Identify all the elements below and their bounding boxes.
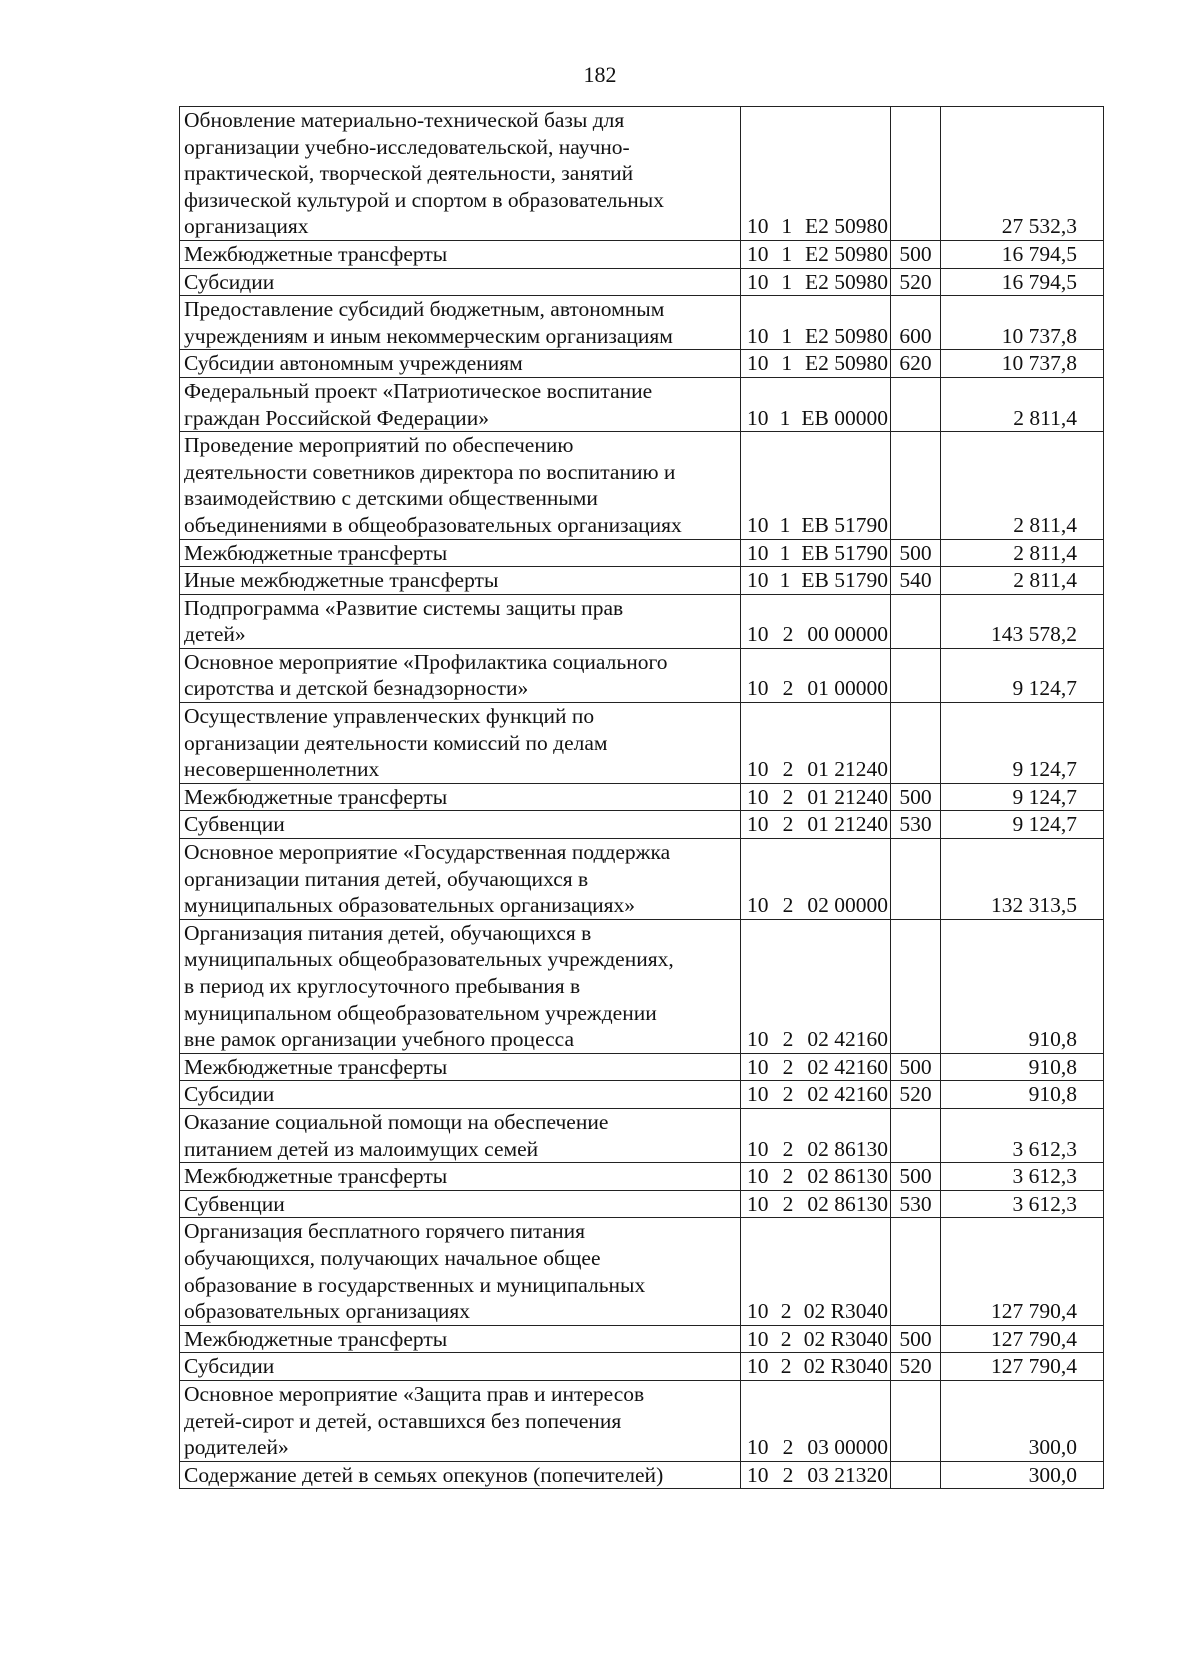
- target-article-code: [747, 323, 888, 350]
- code-subprogram: 2: [782, 757, 794, 782]
- target-article-code-cell: [741, 648, 891, 702]
- target-article-code: [747, 1298, 888, 1325]
- expense-type-cell: [891, 432, 941, 539]
- item-name-line: Межбюджетные трансферты: [184, 1164, 448, 1189]
- code-subprogram: 2: [782, 1082, 794, 1107]
- code-direction: 02 86130: [807, 1191, 888, 1216]
- code-program: 10: [747, 1191, 769, 1216]
- code-direction: ЕВ 51790: [801, 512, 888, 537]
- item-name-line: Основное мероприятие «Государственная поддержка: [184, 840, 671, 865]
- item-name-cell: [180, 1380, 741, 1461]
- amount-cell: 3 612,3: [941, 1190, 1104, 1218]
- code-direction: 00 00000: [807, 622, 888, 647]
- table-row: [180, 1190, 1104, 1218]
- code-direction: 02 00000: [807, 893, 888, 918]
- expense-type-cell: [891, 107, 941, 241]
- expense-type-cell: [891, 648, 941, 702]
- expense-type-cell: [891, 594, 941, 648]
- expense-type-cell: [891, 839, 941, 920]
- target-article-code: [747, 1353, 888, 1380]
- target-article-code-cell: [741, 703, 891, 784]
- code-subprogram: 2: [780, 1299, 792, 1324]
- item-name-line: несовершеннолетних: [184, 757, 380, 782]
- item-name-line: объединениями в общеобразовательных организациях: [184, 512, 682, 537]
- code-program: 10: [747, 241, 769, 266]
- item-name-line: Проведение мероприятий по обеспечению: [184, 433, 574, 458]
- item-name-line: Предоставление субсидий бюджетным, автономным: [184, 297, 665, 322]
- table-row: [180, 1163, 1104, 1191]
- code-direction: Е2 50980: [804, 269, 888, 294]
- item-name-cell: [180, 377, 741, 431]
- item-name-line: Основное мероприятие «Профилактика социального: [184, 649, 668, 674]
- page-number: 182: [583, 62, 617, 87]
- item-name-line: Организация бесплатного горячего питания: [184, 1219, 586, 1244]
- code-subprogram: 1: [781, 241, 793, 266]
- code-program: 10: [747, 1027, 769, 1052]
- item-name-line: Оказание социальной помощи на обеспечение: [184, 1109, 609, 1134]
- code-program: 10: [747, 1354, 769, 1379]
- amount-cell: 143 578,2: [941, 594, 1104, 648]
- item-name-line: Субсидии: [184, 1354, 275, 1379]
- code-direction: ЕВ 00000: [801, 405, 888, 430]
- item-name-line: Подпрограмма «Развитие системы защиты прав: [184, 595, 624, 620]
- item-name-line: обучающихся, получающих начальное общее: [184, 1245, 601, 1270]
- code-program: 10: [747, 1136, 769, 1161]
- target-article-code-cell: [741, 1108, 891, 1162]
- target-article-code-cell: [741, 240, 891, 268]
- code-program: 10: [747, 540, 769, 565]
- table-row: [180, 377, 1104, 431]
- expense-type-cell: [891, 703, 941, 784]
- item-name-line: Межбюджетные трансферты: [184, 1326, 448, 1351]
- item-name-cell: [180, 1190, 741, 1218]
- code-direction: ЕВ 51790: [801, 568, 888, 593]
- target-article-code: [747, 1163, 888, 1190]
- expense-type-cell: 530: [891, 1190, 941, 1218]
- amount-cell: 9 124,7: [941, 648, 1104, 702]
- item-name-line: учреждениям и иным некоммерческим организациям: [184, 323, 673, 348]
- table-row: [180, 839, 1104, 920]
- code-subprogram: 1: [781, 323, 793, 348]
- expense-type-cell: [891, 1108, 941, 1162]
- target-article-code-cell: [741, 1461, 891, 1489]
- item-name-cell: [180, 783, 741, 811]
- code-direction: 02 R3040: [803, 1354, 888, 1379]
- amount-cell: 16 794,5: [941, 268, 1104, 296]
- code-subprogram: 2: [782, 893, 794, 918]
- item-name-cell: [180, 1053, 741, 1081]
- code-subprogram: 2: [782, 676, 794, 701]
- code-program: 10: [747, 757, 769, 782]
- code-direction: 02 42160: [807, 1054, 888, 1079]
- code-program: 10: [747, 1054, 769, 1079]
- expense-type-cell: 500: [891, 783, 941, 811]
- item-name-line: Субвенции: [184, 812, 285, 837]
- table-body: [180, 107, 1104, 1489]
- expense-type-cell: 520: [891, 268, 941, 296]
- target-article-code: [747, 405, 888, 432]
- item-name-cell: [180, 240, 741, 268]
- table-row: [180, 919, 1104, 1053]
- item-name-line: Содержание детей в семьях опекунов (попечителей): [184, 1462, 664, 1487]
- code-direction: Е2 50980: [804, 351, 888, 376]
- item-name-line: Субсидии: [184, 269, 275, 294]
- target-article-code-cell: [741, 1190, 891, 1218]
- item-name-cell: [180, 432, 741, 539]
- expense-type-cell: 530: [891, 811, 941, 839]
- item-name-cell: [180, 1081, 741, 1109]
- code-subprogram: 2: [780, 1354, 792, 1379]
- code-direction: Е2 50980: [804, 214, 888, 239]
- amount-cell: 2 811,4: [941, 567, 1104, 595]
- item-name-cell: [180, 1108, 741, 1162]
- table-row: [180, 703, 1104, 784]
- expense-type-cell: 500: [891, 240, 941, 268]
- target-article-code-cell: [741, 594, 891, 648]
- target-article-code-cell: [741, 811, 891, 839]
- item-name-line: Межбюджетные трансферты: [184, 1054, 448, 1079]
- item-name-line: физической культурой и спортом в образовательных: [184, 187, 664, 212]
- target-article-code-cell: [741, 377, 891, 431]
- code-program: 10: [747, 676, 769, 701]
- code-program: 10: [747, 323, 769, 348]
- target-article-code: [747, 1136, 888, 1163]
- item-name-line: Субсидии: [184, 1082, 275, 1107]
- item-name-line: сиротства и детской безнадзорности»: [184, 676, 529, 701]
- code-direction: 02 42160: [807, 1082, 888, 1107]
- item-name-line: детей»: [184, 622, 246, 647]
- code-program: 10: [747, 893, 769, 918]
- target-article-code-cell: [741, 268, 891, 296]
- target-article-code: [747, 675, 888, 702]
- table-row: [180, 1353, 1104, 1381]
- item-name-line: Субсидии автономным учреждениям: [184, 351, 523, 376]
- table-row: [180, 594, 1104, 648]
- code-program: 10: [747, 1164, 769, 1189]
- item-name-line: Межбюджетные трансферты: [184, 540, 448, 565]
- code-subprogram: 2: [782, 1164, 794, 1189]
- item-name-line: граждан Российской Федерации»: [184, 405, 489, 430]
- code-subprogram: 2: [782, 1054, 794, 1079]
- code-subprogram: 2: [780, 1326, 792, 1351]
- item-name-line: организации учебно-исследовательской, научно-: [184, 134, 630, 159]
- code-program: 10: [747, 1082, 769, 1107]
- item-name-line: Основное мероприятие «Защита прав и интересов: [184, 1381, 645, 1406]
- code-direction: 01 21240: [807, 812, 888, 837]
- item-name-cell: [180, 107, 741, 241]
- code-direction: 01 00000: [807, 676, 888, 701]
- code-subprogram: 1: [781, 269, 793, 294]
- amount-cell: 910,8: [941, 1053, 1104, 1081]
- target-article-code-cell: [741, 839, 891, 920]
- target-article-code-cell: [741, 1380, 891, 1461]
- table-row: [180, 1218, 1104, 1325]
- target-article-code-cell: [741, 432, 891, 539]
- code-subprogram: 2: [782, 1435, 794, 1460]
- amount-cell: 127 790,4: [941, 1218, 1104, 1325]
- expense-type-cell: 500: [891, 539, 941, 567]
- item-name-line: Межбюджетные трансферты: [184, 784, 448, 809]
- code-subprogram: 1: [779, 540, 791, 565]
- target-article-code: [747, 269, 888, 296]
- code-program: 10: [747, 568, 769, 593]
- code-program: 10: [747, 1435, 769, 1460]
- code-direction: 02 86130: [807, 1164, 888, 1189]
- item-name-cell: [180, 1163, 741, 1191]
- code-direction: 01 21240: [807, 784, 888, 809]
- code-subprogram: 2: [782, 1191, 794, 1216]
- amount-cell: 127 790,4: [941, 1353, 1104, 1381]
- amount-cell: 127 790,4: [941, 1325, 1104, 1353]
- item-name-cell: [180, 703, 741, 784]
- expense-type-cell: 620: [891, 350, 941, 378]
- target-article-code-cell: [741, 1081, 891, 1109]
- target-article-code-cell: [741, 1053, 891, 1081]
- target-article-code-cell: [741, 783, 891, 811]
- item-name-line: взаимодействию с детскими общественными: [184, 486, 598, 511]
- expense-type-cell: 520: [891, 1081, 941, 1109]
- code-direction: 03 21320: [807, 1462, 888, 1487]
- item-name-cell: [180, 1325, 741, 1353]
- item-name-cell: [180, 648, 741, 702]
- code-program: 10: [747, 812, 769, 837]
- table-row: [180, 1108, 1104, 1162]
- item-name-cell: [180, 594, 741, 648]
- target-article-code: [747, 1191, 888, 1218]
- code-subprogram: 1: [779, 405, 791, 430]
- item-name-line: деятельности советников директора по воспитанию и: [184, 459, 676, 484]
- target-article-code: [747, 1434, 888, 1461]
- amount-cell: 10 737,8: [941, 296, 1104, 350]
- code-program: 10: [747, 405, 769, 430]
- expense-type-cell: [891, 1461, 941, 1489]
- table-row: [180, 811, 1104, 839]
- code-direction: 02 R3040: [803, 1299, 888, 1324]
- table-row: [180, 1380, 1104, 1461]
- expense-type-cell: [891, 1380, 941, 1461]
- target-article-code-cell: [741, 1325, 891, 1353]
- table-row: [180, 1461, 1104, 1489]
- amount-cell: 132 313,5: [941, 839, 1104, 920]
- target-article-code: [747, 213, 888, 240]
- target-article-code-cell: [741, 1218, 891, 1325]
- item-name-line: организациях: [184, 214, 309, 239]
- expense-type-cell: 500: [891, 1325, 941, 1353]
- target-article-code: [747, 892, 888, 919]
- item-name-line: образование в государственных и муниципальных: [184, 1272, 646, 1297]
- item-name-cell: [180, 567, 741, 595]
- target-article-code: [747, 540, 888, 567]
- table-row: [180, 240, 1104, 268]
- amount-cell: 9 124,7: [941, 703, 1104, 784]
- item-name-line: вне рамок организации учебного процесса: [184, 1027, 575, 1052]
- item-name-cell: [180, 296, 741, 350]
- table-row: [180, 1053, 1104, 1081]
- item-name-cell: [180, 1353, 741, 1381]
- code-subprogram: 2: [782, 1462, 794, 1487]
- target-article-code-cell: [741, 296, 891, 350]
- table-row: [180, 107, 1104, 241]
- target-article-code-cell: [741, 1163, 891, 1191]
- item-name-cell: [180, 919, 741, 1053]
- table-row: [180, 350, 1104, 378]
- amount-cell: 2 811,4: [941, 432, 1104, 539]
- amount-cell: 300,0: [941, 1461, 1104, 1489]
- item-name-line: практической, творческой деятельности, занятий: [184, 161, 634, 186]
- amount-cell: 3 612,3: [941, 1108, 1104, 1162]
- code-program: 10: [747, 1299, 769, 1324]
- target-article-code-cell: [741, 919, 891, 1053]
- code-program: 10: [747, 1462, 769, 1487]
- code-direction: Е2 50980: [804, 323, 888, 348]
- table-row: [180, 1081, 1104, 1109]
- table-row: [180, 268, 1104, 296]
- item-name-line: Субвенции: [184, 1191, 285, 1216]
- code-subprogram: 1: [781, 214, 793, 239]
- table-row: [180, 296, 1104, 350]
- target-article-code: [747, 1054, 888, 1081]
- target-article-code-cell: [741, 539, 891, 567]
- amount-cell: 10 737,8: [941, 350, 1104, 378]
- code-program: 10: [747, 784, 769, 809]
- target-article-code: [747, 621, 888, 648]
- table-row: [180, 567, 1104, 595]
- item-name-cell: [180, 1218, 741, 1325]
- code-direction: ЕВ 51790: [801, 540, 888, 565]
- table-row: [180, 783, 1104, 811]
- amount-cell: 3 612,3: [941, 1163, 1104, 1191]
- code-direction: Е2 50980: [804, 241, 888, 266]
- target-article-code-cell: [741, 567, 891, 595]
- amount-cell: 910,8: [941, 919, 1104, 1053]
- target-article-code: [747, 1026, 888, 1053]
- code-subprogram: 2: [782, 1027, 794, 1052]
- expense-type-cell: 520: [891, 1353, 941, 1381]
- target-article-code: [747, 1462, 888, 1489]
- target-article-code-cell: [741, 107, 891, 241]
- expense-type-cell: [891, 1218, 941, 1325]
- target-article-code: [747, 241, 888, 268]
- item-name-line: Обновление материально-технической базы для: [184, 108, 625, 132]
- item-name-line: Федеральный проект «Патриотическое воспитание: [184, 378, 653, 403]
- amount-cell: 16 794,5: [941, 240, 1104, 268]
- code-direction: 02 42160: [807, 1027, 888, 1052]
- item-name-cell: [180, 350, 741, 378]
- item-name-cell: [180, 839, 741, 920]
- item-name-line: муниципальном общеобразовательном учреждении: [184, 1000, 657, 1025]
- code-subprogram: 1: [781, 351, 793, 376]
- target-article-code: [747, 1081, 888, 1108]
- item-name-line: муниципальных образовательных организациях»: [184, 893, 636, 918]
- target-article-code: [747, 512, 888, 539]
- code-subprogram: 1: [779, 568, 791, 593]
- amount-cell: 300,0: [941, 1380, 1104, 1461]
- item-name-line: Межбюджетные трансферты: [184, 241, 448, 266]
- table-row: [180, 648, 1104, 702]
- expense-type-cell: 600: [891, 296, 941, 350]
- item-name-line: детей-сирот и детей, оставшихся без попечения: [184, 1408, 622, 1433]
- item-name-line: Иные межбюджетные трансферты: [184, 568, 499, 593]
- target-article-code-cell: [741, 350, 891, 378]
- code-direction: 02 R3040: [803, 1326, 888, 1351]
- budget-table: [179, 106, 1104, 1489]
- code-program: 10: [747, 214, 769, 239]
- table-row: [180, 432, 1104, 539]
- code-subprogram: 2: [782, 812, 794, 837]
- item-name-cell: [180, 539, 741, 567]
- code-program: 10: [747, 269, 769, 294]
- code-program: 10: [747, 351, 769, 376]
- amount-cell: 9 124,7: [941, 811, 1104, 839]
- item-name-line: муниципальных общеобразовательных учреждениях,: [184, 947, 674, 972]
- item-name-line: образовательных организациях: [184, 1299, 471, 1324]
- item-name-line: родителей»: [184, 1435, 289, 1460]
- target-article-code: [747, 784, 888, 811]
- item-name-line: Организация питания детей, обучающихся в: [184, 920, 592, 945]
- target-article-code: [747, 350, 888, 377]
- code-direction: 03 00000: [807, 1435, 888, 1460]
- expense-type-cell: [891, 919, 941, 1053]
- code-subprogram: 1: [779, 512, 791, 537]
- code-program: 10: [747, 512, 769, 537]
- item-name-cell: [180, 268, 741, 296]
- expense-type-cell: 500: [891, 1053, 941, 1081]
- item-name-line: организации деятельности комиссий по делам: [184, 730, 608, 755]
- code-direction: 01 21240: [807, 757, 888, 782]
- expense-type-cell: [891, 377, 941, 431]
- code-subprogram: 2: [782, 1136, 794, 1161]
- target-article-code: [747, 811, 888, 838]
- item-name-line: Осуществление управленческих функций по: [184, 704, 595, 729]
- item-name-line: в период их круглосуточного пребывания в: [184, 974, 581, 998]
- target-article-code-cell: [741, 1353, 891, 1381]
- amount-cell: 27 532,3: [941, 107, 1104, 241]
- table-row: [180, 1325, 1104, 1353]
- amount-cell: 2 811,4: [941, 377, 1104, 431]
- target-article-code: [747, 567, 888, 594]
- table-row: [180, 539, 1104, 567]
- target-article-code: [747, 1326, 888, 1353]
- code-program: 10: [747, 622, 769, 647]
- amount-cell: 910,8: [941, 1081, 1104, 1109]
- code-subprogram: 2: [782, 784, 794, 809]
- expense-type-cell: 500: [891, 1163, 941, 1191]
- code-direction: 02 86130: [807, 1136, 888, 1161]
- item-name-line: питанием детей из малоимущих семей: [184, 1136, 539, 1161]
- code-program: 10: [747, 1326, 769, 1351]
- amount-cell: 9 124,7: [941, 783, 1104, 811]
- item-name-line: организации питания детей, обучающихся в: [184, 866, 589, 891]
- target-article-code: [747, 756, 888, 783]
- amount-cell: 2 811,4: [941, 539, 1104, 567]
- item-name-cell: [180, 1461, 741, 1489]
- expense-type-cell: 540: [891, 567, 941, 595]
- code-subprogram: 2: [782, 622, 794, 647]
- item-name-cell: [180, 811, 741, 839]
